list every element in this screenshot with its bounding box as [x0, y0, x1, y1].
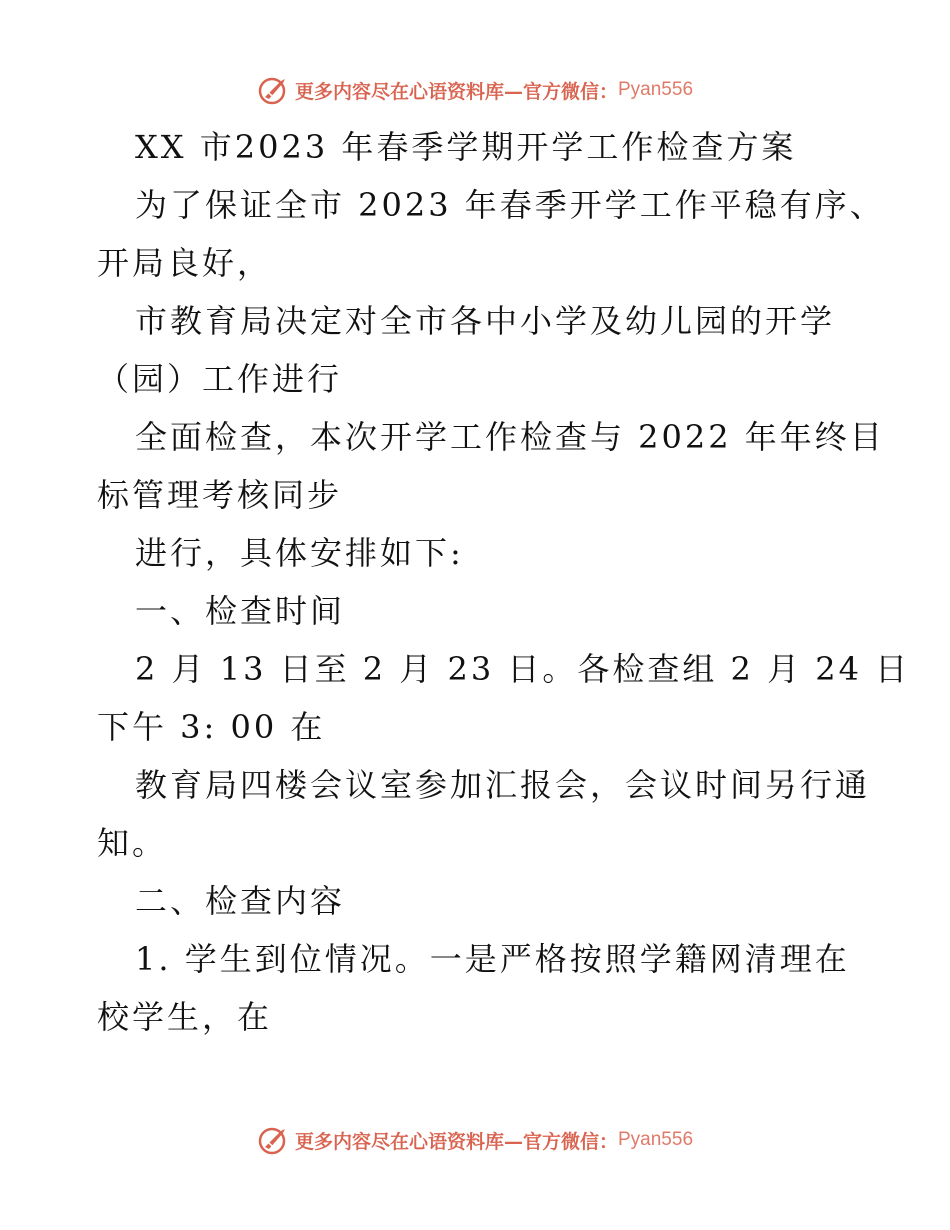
document-line: 市教育局决定对全市各中小学及幼儿园的开学 — [135, 302, 836, 340]
document-line: 1. 学生到位情况。一是严格按照学籍网清理在 — [135, 940, 850, 978]
document-line: 标管理考核同步 — [97, 476, 343, 514]
document-line: 一、检查时间 — [135, 592, 346, 630]
document-line: 校学生，在 — [97, 998, 273, 1036]
banner-text: 更多内容尽在心语资料库—官方微信： — [294, 80, 618, 103]
document-body — [97, 118, 911, 1046]
quill-logo-icon — [257, 73, 291, 107]
footer-banner — [0, 1120, 950, 1160]
header-banner — [0, 70, 950, 110]
document-line: 开局良好， — [97, 244, 273, 282]
banner-wechat-id: Pyan556 — [618, 79, 694, 100]
document-line: 知。 — [97, 824, 168, 862]
document-line: 进行，具体安排如下: — [135, 534, 464, 572]
document-line: 教育局四楼会议室参加汇报会，会议时间另行通 — [135, 766, 871, 804]
document-line: XX 市2023 年春季学期开学工作检查方案 — [135, 128, 797, 166]
document-line: 二、检查内容 — [135, 882, 346, 920]
banner-text: 更多内容尽在心语资料库—官方微信： — [294, 1130, 618, 1153]
document-line: （园）工作进行 — [97, 360, 343, 398]
quill-logo-icon — [257, 1123, 291, 1157]
banner-wechat-id: Pyan556 — [618, 1129, 694, 1150]
document-line: 为了保证全市 2023 年春季开学工作平稳有序、 — [135, 186, 885, 224]
document-line: 全面检查，本次开学工作检查与 2022 年年终目 — [135, 418, 885, 456]
document-line: 下午 3: 00 在 — [97, 708, 326, 746]
document-line: 2 月 13 日至 2 月 23 日。各检查组 2 月 24 日 — [135, 650, 911, 688]
